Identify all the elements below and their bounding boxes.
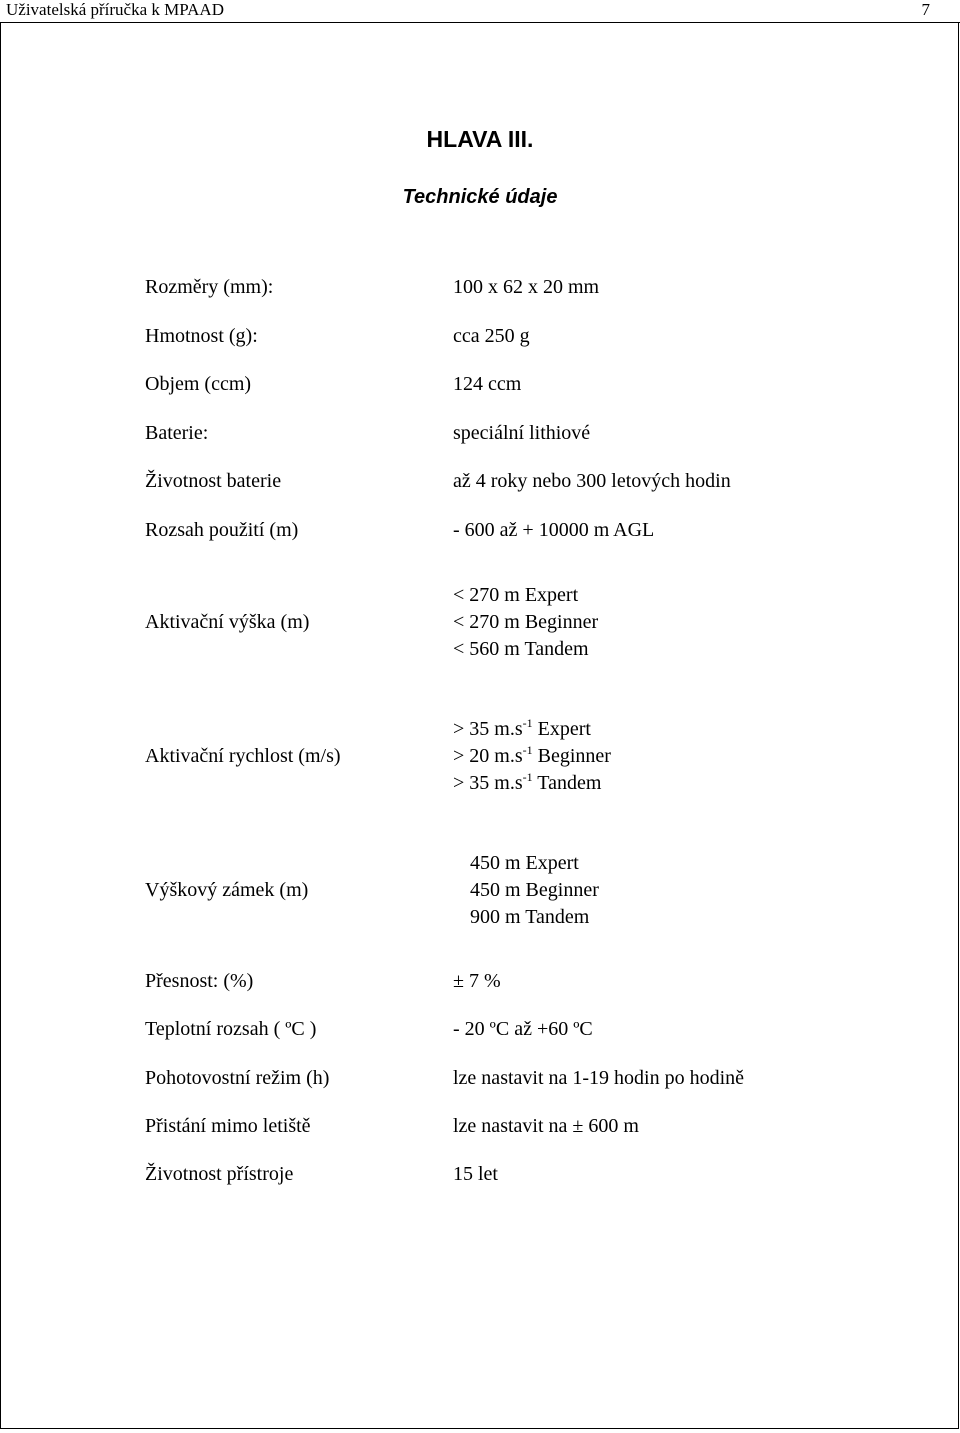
spec-value-off-airport: lze nastavit na ± 600 m [453, 1115, 639, 1137]
spec-value-temperature: - 20 ºC až +60 ºC [453, 1018, 593, 1040]
spec-label-device-life: Životnost přístroje [145, 1163, 294, 1185]
activation-height-value: < 560 m Tandem [453, 638, 589, 660]
page-number: 7 [921, 0, 930, 19]
spec-value-battery-life: až 4 roky nebo 300 letových hodin [453, 470, 731, 492]
spec-label-range: Rozsah použití (m) [145, 519, 299, 541]
activation-speed-value: > 35 $m.s^{-1}$ Expert [453, 716, 591, 740]
spec-value-range: - 600 až + 10000 m AGL [453, 519, 655, 541]
altitude-lock-label: Výškový zámek (m) [145, 879, 309, 901]
spec-label-standby: Pohotovostní režim (h) [145, 1067, 330, 1089]
spec-label-battery-life: Životnost baterie [145, 470, 282, 492]
activation-speed-value: > 35 $m.s^{-1}$ Tandem [453, 770, 602, 794]
chapter-heading: HLAVA III. [426, 126, 534, 152]
page-header [0, 0, 960, 23]
activation-height-value: < 270 m Expert [453, 584, 579, 606]
activation-speed-value: > 20 $m.s^{-1}$ Beginner [453, 743, 611, 767]
spec-label-volume: Objem (ccm) [145, 373, 252, 395]
spec-label-accuracy: Přesnost: (%) [145, 970, 254, 992]
spec-value-device-life: 15 let [453, 1163, 498, 1185]
spec-value-weight: cca 250 g [453, 325, 530, 347]
activation-speed-label: Aktivační rychlost (m/s) [145, 745, 341, 767]
section-subtitle: Technické údaje [402, 186, 558, 208]
activation-height-value: < 270 m Beginner [453, 611, 599, 633]
spec-value-accuracy: ± 7 % [453, 970, 501, 992]
spec-value-standby: lze nastavit na 1-19 hodin po hodině [453, 1067, 745, 1089]
spec-value-battery: speciální lithiové [453, 422, 591, 444]
spec-label-temperature: Teplotní rozsah ( ºC ) [145, 1018, 317, 1040]
spec-label-dimensions: Rozměry (mm): [145, 276, 274, 298]
document-title: Uživatelská příručka k MPAAD [6, 0, 224, 19]
spec-label-off-airport: Přistání mimo letiště [145, 1115, 311, 1137]
activation-height-label: Aktivační výška (m) [145, 611, 310, 633]
altitude-lock-value: 900 m Tandem [470, 906, 590, 928]
spec-label-battery: Baterie: [145, 422, 209, 444]
altitude-lock-value: 450 m Expert [470, 852, 579, 874]
spec-label-weight: Hmotnost (g): [145, 325, 258, 347]
spec-value-volume: 124 ccm [453, 373, 522, 395]
spec-value-dimensions: 100 x 62 x 20 mm [453, 276, 600, 298]
altitude-lock-value: 450 m Beginner [470, 879, 599, 901]
